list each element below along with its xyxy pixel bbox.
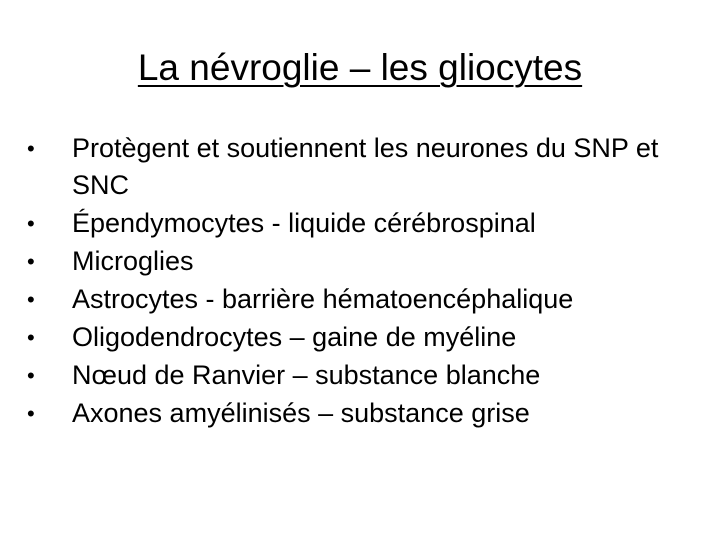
bullet-text: Astrocytes - barrière hématoencéphalique — [72, 284, 574, 314]
bullet-item — [27, 205, 697, 242]
bullet-icon: • — [27, 325, 35, 350]
bullet-text: Épendymocytes - liquide cérébrospinal — [72, 208, 536, 238]
bullet-item — [27, 243, 697, 280]
bullet-item — [27, 395, 697, 432]
bullet-text: Microglies — [72, 246, 194, 276]
bullet-item — [27, 319, 697, 356]
bullet-item — [27, 130, 697, 204]
bullet-item — [27, 281, 697, 318]
bullet-text: Axones amyélinisés – substance grise — [72, 398, 530, 428]
bullet-text: Protègent et soutiennent les neurones du SNP et SNC — [72, 133, 659, 200]
bullet-text: Oligodendrocytes – gaine de myéline — [72, 322, 517, 352]
bullet-icon: • — [27, 363, 35, 388]
bullet-list — [27, 130, 697, 433]
bullet-icon: • — [27, 287, 35, 312]
bullet-item — [27, 357, 697, 394]
bullet-text: Nœud de Ranvier – substance blanche — [72, 360, 541, 390]
bullet-icon: • — [27, 211, 35, 236]
slide-title: La névroglie – les gliocytes — [137, 47, 583, 88]
bullet-icon: • — [27, 249, 35, 274]
bullet-icon: • — [27, 401, 35, 426]
bullet-icon: • — [27, 136, 35, 161]
